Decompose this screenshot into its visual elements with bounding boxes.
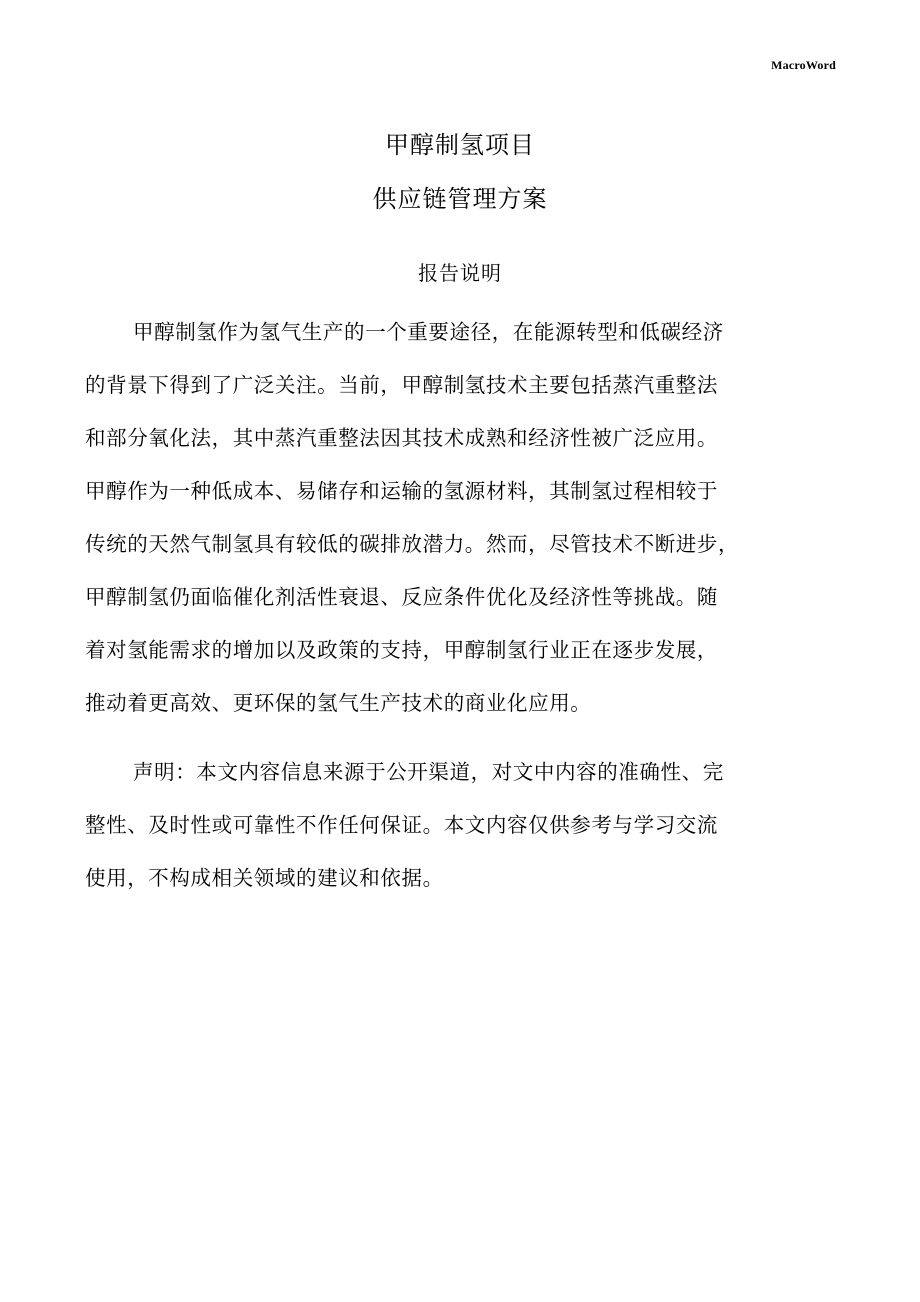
paragraph-line: 着对氢能需求的增加以及政策的支持，甲醇制氢行业正在逐步发展，	[85, 638, 718, 662]
header-brand: MacroWord	[771, 58, 836, 72]
paragraph-line: 整性、及时性或可靠性不作任何保证。本文内容仅供参考与学习交流	[85, 813, 718, 837]
paragraph-line: 声明：本文内容信息来源于公开渠道，对文中内容的准确性、完	[133, 760, 724, 784]
paragraph-line: 推动着更高效、更环保的氢气生产技术的商业化应用。	[85, 691, 592, 715]
section-title: 报告说明	[418, 261, 502, 285]
paragraph-line: 传统的天然气制氢具有较低的碳排放潜力。然而，尽管技术不断进步，	[85, 532, 740, 556]
paragraph-line: 甲醇作为一种低成本、易储存和运输的氢源材料，其制氢过程相较于	[85, 479, 718, 503]
paragraph-line: 和部分氧化法，其中蒸汽重整法因其技术成熟和经济性被广泛应用。	[85, 426, 718, 450]
paragraph-line: 使用，不构成相关领域的建议和依据。	[85, 866, 444, 890]
paragraph-line: 的背景下得到了广泛关注。当前，甲醇制氢技术主要包括蒸汽重整法	[85, 373, 718, 397]
document-title-line-1: 甲醇制氢项目	[385, 131, 535, 159]
paragraph-line: 甲醇制氢作为氢气生产的一个重要途径，在能源转型和低碳经济	[133, 320, 724, 344]
paragraph-line: 甲醇制氢仍面临催化剂活性衰退、反应条件优化及经济性等挑战。随	[85, 585, 718, 609]
document-title-line-2: 供应链管理方案	[372, 185, 548, 213]
